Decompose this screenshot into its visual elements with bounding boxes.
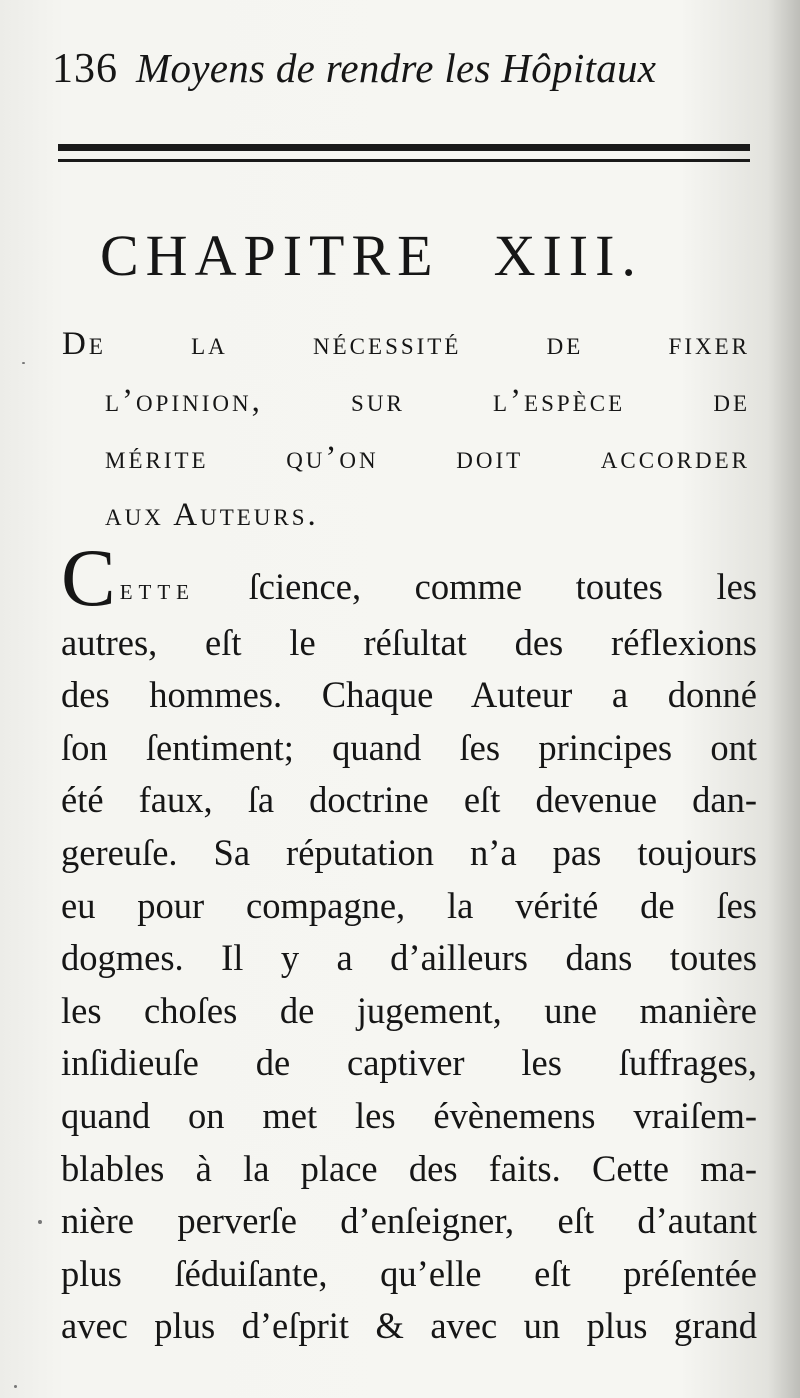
body-line: gereuſe. Sa réputation n’a pas toujours	[61, 831, 757, 873]
body-line: été faux, ſa doctrine eſt devenue dan-	[61, 779, 757, 821]
chapter-subtitle	[62, 316, 750, 544]
drop-cap: C	[61, 532, 116, 623]
body-line: dogmes. Il y a d’ailleurs dans toutes	[61, 937, 757, 979]
body-line-first	[61, 532, 758, 623]
subtitle-line: De la nécessité de fixer	[62, 326, 750, 362]
subtitle-line: mérite qu’on doit accorder	[105, 440, 750, 476]
body-text	[61, 532, 758, 1353]
first-word: ette	[119, 573, 196, 606]
head-rule-thin	[58, 159, 750, 162]
body-line: nière perverſe d’enſeigner, eſt d’autant	[61, 1200, 757, 1242]
body-line: inſidieuſe de captiver les ſuffrages,	[61, 1042, 757, 1084]
body-line: blables à la place des faits. Cette ma-	[61, 1147, 757, 1189]
body-line: des hommes. Chaque Auteur a donné	[61, 674, 757, 716]
chapter-heading	[100, 222, 710, 289]
subtitle-line: aux Auteurs.	[105, 497, 319, 533]
paper-speck	[22, 362, 25, 364]
running-head	[52, 44, 752, 104]
first-line-rest: ſcience, comme toutes les	[248, 566, 758, 607]
chapter-number: XIII.	[493, 223, 643, 288]
subtitle-line: l’opinion, sur l’espèce de	[105, 383, 750, 419]
head-rule-thick	[58, 144, 750, 151]
body-line: les choſes de jugement, une manière	[61, 989, 757, 1031]
body-line: ſon ſentiment; quand ſes principes ont	[61, 726, 757, 768]
body-line: eu pour compagne, la vérité de ſes	[61, 884, 757, 926]
page-number: 136	[52, 46, 118, 92]
chapter-label: CHAPITRE	[100, 223, 440, 288]
paper-speck	[38, 1220, 42, 1224]
body-line: plus ſéduiſante, qu’elle eſt préſentée	[61, 1252, 757, 1294]
running-title: Moyens de rendre les Hôpitaux	[136, 45, 657, 91]
body-line: autres, eſt le réſultat des réflexions	[61, 621, 757, 663]
body-line: avec plus d’eſprit & avec un plus grand	[61, 1305, 757, 1347]
body-line: quand on met les évènemens vraiſem-	[61, 1094, 757, 1136]
paper-speck	[14, 1385, 17, 1388]
